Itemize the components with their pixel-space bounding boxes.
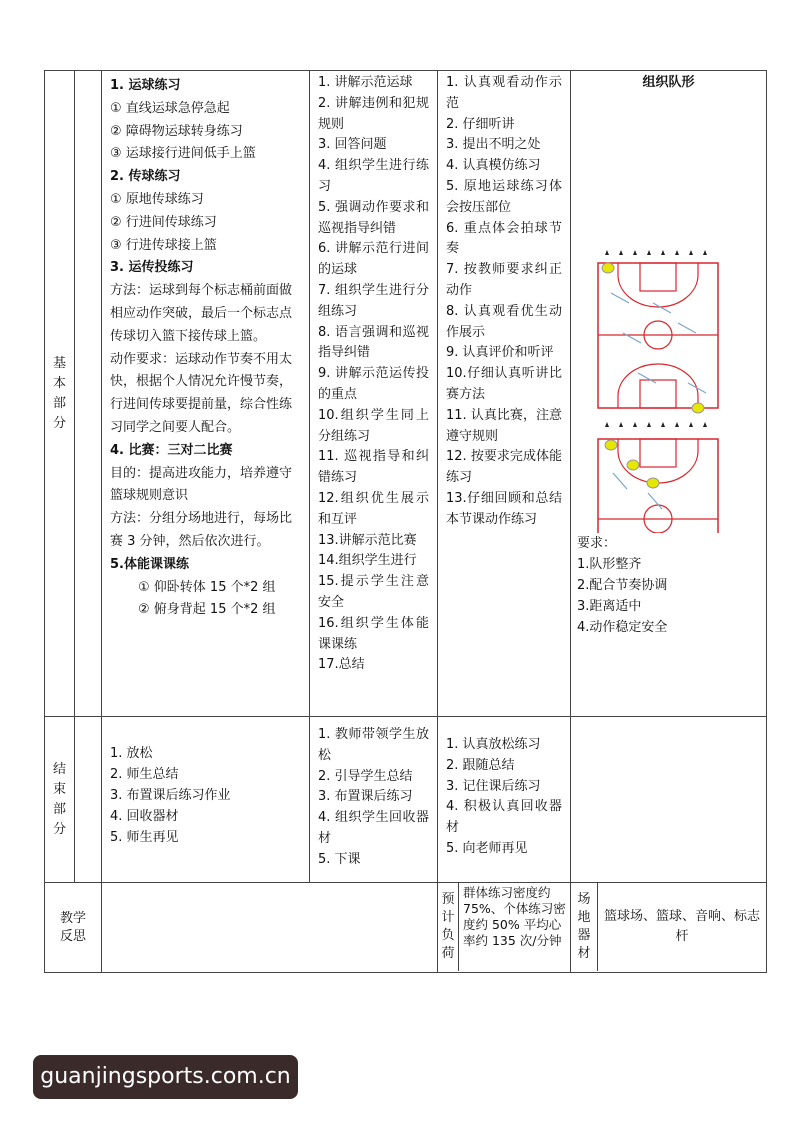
load-text-cell xyxy=(459,883,571,971)
reflection-content-cell xyxy=(102,883,438,973)
ending-content-cell xyxy=(102,717,310,883)
student-activity: 5. 原地运球练习体会按压部位 xyxy=(446,178,562,215)
movement-arrow xyxy=(678,323,696,333)
content-line: 3. 布置课后练习作业 xyxy=(110,788,231,803)
student-activity: 4. 积极认真回收器材 xyxy=(446,799,562,836)
student-activity: 9. 认真评价和听评 xyxy=(446,345,554,361)
cone-marker xyxy=(689,422,693,427)
student-activity: 13.仔细回顾和总结本节课动作练习 xyxy=(446,490,562,527)
content-line: ① 直线运球急停急起 xyxy=(110,100,230,116)
cone-marker xyxy=(675,250,679,255)
teacher-activity: 16.组织学生体能课课练 xyxy=(318,615,429,652)
teacher-activity: 14.组织学生进行 xyxy=(318,553,417,569)
key-area xyxy=(640,439,676,467)
movement-arrow xyxy=(653,303,671,313)
basic-teacher-cell xyxy=(310,71,438,717)
student-activity: 10.仔细认真听讲比赛方法 xyxy=(446,366,562,402)
teacher-activity: 2. 讲解违例和犯规规则 xyxy=(318,95,429,132)
watermark: guanjingsports.com.cn xyxy=(33,1055,298,1099)
teacher-activity: 17.总结 xyxy=(318,657,365,673)
content-line: 5.体能课课练 xyxy=(110,556,189,572)
cone-marker xyxy=(619,422,623,427)
teacher-activity: 9. 讲解示范运传投的重点 xyxy=(318,366,429,402)
movement-arrow xyxy=(613,473,627,489)
teacher-activity: 3. 布置课后练习 xyxy=(318,789,413,805)
movement-arrow xyxy=(688,383,706,393)
ending-teacher-list xyxy=(310,717,437,873)
movement-arrow xyxy=(638,373,656,383)
requirement-item: 1.队形整齐 xyxy=(577,557,642,572)
basic-content-cell xyxy=(102,71,310,717)
cone-marker xyxy=(675,422,679,427)
basic-student-cell xyxy=(438,71,571,717)
content-line: 1. 运球练习 xyxy=(110,78,181,93)
reflection-row xyxy=(45,883,767,973)
reflection-label: 教学反思 xyxy=(59,910,86,944)
student-activity: 8. 认真观看优生动作展示 xyxy=(446,303,562,340)
formation-diagram xyxy=(571,93,766,533)
load-inner xyxy=(438,883,570,971)
cone-marker xyxy=(689,250,693,255)
venue-text-cell xyxy=(598,883,767,971)
content-line: ③ 运球接行进间低手上篮 xyxy=(110,146,256,162)
ball-marker xyxy=(605,440,617,450)
student-activity: 5. 向老师再见 xyxy=(446,840,528,856)
formation-cell xyxy=(571,71,767,717)
ending-spacer-cell xyxy=(75,717,102,883)
content-line: 3. 运传投练习 xyxy=(110,260,194,276)
requirement-item: 2.配合节奏协调 xyxy=(577,578,668,593)
venue-cell xyxy=(571,883,767,973)
basic-spacer-cell xyxy=(75,71,102,717)
content-line: 2. 传球练习 xyxy=(110,169,181,185)
cone-marker xyxy=(619,250,623,255)
load-cell xyxy=(438,883,571,973)
ball-marker xyxy=(602,263,614,273)
basic-content-list xyxy=(102,71,309,626)
cone-marker xyxy=(647,250,651,255)
ball-marker xyxy=(627,460,639,470)
load-label: 预计负荷 xyxy=(441,892,455,961)
cone-marker xyxy=(633,250,637,255)
requirements-list xyxy=(577,554,766,638)
content-line: ① 仰卧转体 15 个*2 组 xyxy=(138,579,276,595)
student-activity: 3. 提出不明之处 xyxy=(446,137,541,153)
top-court xyxy=(598,263,718,408)
student-activity: 4. 认真模仿练习 xyxy=(446,158,541,174)
cone-marker xyxy=(661,422,665,427)
student-activity: 2. 跟随总结 xyxy=(446,757,515,773)
requirement-item: 4.动作稳定安全 xyxy=(577,620,668,635)
cone-marker xyxy=(605,422,609,427)
content-line: ① 原地传球练习 xyxy=(110,191,204,207)
content-line: 目的：提高进攻能力，培养遵守篮球规则意识 xyxy=(110,465,293,504)
venue-inner xyxy=(571,883,766,971)
load-label-cell xyxy=(438,883,459,971)
student-activity: 1. 认真观看动作示范 xyxy=(446,75,562,111)
content-line: ② 行进间传球练习 xyxy=(110,214,217,230)
content-line: 方法：分组分场地进行，每场比赛 3 分钟，然后依次进行。 xyxy=(110,511,293,549)
ending-student-cell xyxy=(438,717,571,883)
ending-teacher-cell xyxy=(310,717,438,883)
teacher-activity: 6. 讲解示范行进间的运球 xyxy=(318,241,429,278)
requirement-item: 3.距离适中 xyxy=(577,599,642,614)
cone-marker xyxy=(605,250,609,255)
basic-section-label: 基本部分 xyxy=(52,355,66,431)
teacher-activity: 4. 组织学生进行练习 xyxy=(318,158,429,194)
teacher-activity: 5. 下课 xyxy=(318,851,361,867)
basic-teacher-list xyxy=(310,71,437,678)
teacher-activity: 1. 教师带领学生放松 xyxy=(318,727,429,763)
student-activity: 3. 记住课后练习 xyxy=(446,778,541,794)
venue-text: 篮球场、篮球、音响、标志杆 xyxy=(603,909,760,944)
basic-section-label-cell xyxy=(45,71,75,717)
student-activity: 2. 仔细听讲 xyxy=(446,116,515,132)
teacher-activity: 3. 回答问题 xyxy=(318,137,387,153)
content-line: 动作要求：运球动作节奏不用太快，根据个人情况允许慢节奏，行进间传球要提前量，综合性练习同学之间要人配合。 xyxy=(110,351,293,435)
ending-formation-cell xyxy=(571,717,767,883)
ball-marker xyxy=(647,478,659,488)
content-line: 1. 放松 xyxy=(110,746,153,761)
movement-arrow xyxy=(648,493,662,509)
content-line: 2. 师生总结 xyxy=(110,767,179,782)
venue-label-cell xyxy=(571,883,598,971)
student-activity: 11. 认真比赛，注意遵守规则 xyxy=(446,407,562,444)
content-line: 4. 比赛：三对二比赛 xyxy=(110,442,233,458)
content-line: ② 障碍物运球转身练习 xyxy=(110,123,243,139)
teacher-activity: 8. 语言强调和巡视指导纠错 xyxy=(318,324,429,361)
teacher-activity: 7. 组织学生进行分组练习 xyxy=(318,282,429,319)
requirements-title: 要求： xyxy=(577,536,617,551)
student-activity: 7. 按教师要求纠正动作 xyxy=(446,262,562,298)
teacher-activity: 11. 巡视指导和纠错练习 xyxy=(318,449,429,486)
teacher-activity: 15.提示学生注意安全 xyxy=(318,574,429,610)
formation-title: 组织队形 xyxy=(642,75,695,90)
content-line: 4. 回收器材 xyxy=(110,809,179,824)
teacher-activity: 4. 组织学生回收器材 xyxy=(318,810,429,846)
cone-marker xyxy=(703,422,707,427)
cone-marker xyxy=(703,250,707,255)
teacher-activity: 13.讲解示范比赛 xyxy=(318,532,417,548)
content-line: 方法：运球到每个标志桶前面做相应动作突破，最后一个标志点传球切入篮下接传球上篮。 xyxy=(110,283,293,344)
teacher-activity: 10.组织学生同上分组练习 xyxy=(318,407,429,444)
ending-section-row xyxy=(45,717,767,883)
ending-student-list xyxy=(438,717,570,862)
reflection-label-cell xyxy=(45,883,102,973)
load-text: 群体练习密度约 75%、个体练习密度约 50% 平均心率约 135 次/分钟 xyxy=(463,885,566,948)
cone-marker xyxy=(661,250,665,255)
ball-marker xyxy=(692,403,704,413)
basic-student-list xyxy=(438,71,570,533)
basic-section-row xyxy=(45,71,767,717)
cone-marker xyxy=(633,422,637,427)
court-diagram xyxy=(593,93,748,533)
student-activity: 6. 重点体会拍球节奏 xyxy=(446,220,562,257)
ending-section-label-cell xyxy=(45,717,75,883)
teacher-activity: 1. 讲解示范运球 xyxy=(318,75,413,90)
ending-content-list xyxy=(102,717,309,852)
content-line: ② 俯身背起 15 个*2 组 xyxy=(138,602,276,618)
cone-marker xyxy=(647,422,651,427)
content-line: ③ 行进传球接上篮 xyxy=(110,237,217,253)
ending-section-label: 结束部分 xyxy=(52,761,66,837)
teacher-activity: 5. 强调动作要求和巡视指导纠错 xyxy=(318,199,429,236)
student-activity: 12. 按要求完成体能练习 xyxy=(446,449,562,486)
lesson-plan-table xyxy=(44,70,767,973)
teacher-activity: 2. 引导学生总结 xyxy=(318,768,413,784)
teacher-activity: 12.组织优生展示和互评 xyxy=(318,490,429,527)
content-line: 5. 师生再见 xyxy=(110,830,179,845)
venue-label: 场地器材 xyxy=(577,892,591,961)
student-activity: 1. 认真放松练习 xyxy=(446,737,541,752)
